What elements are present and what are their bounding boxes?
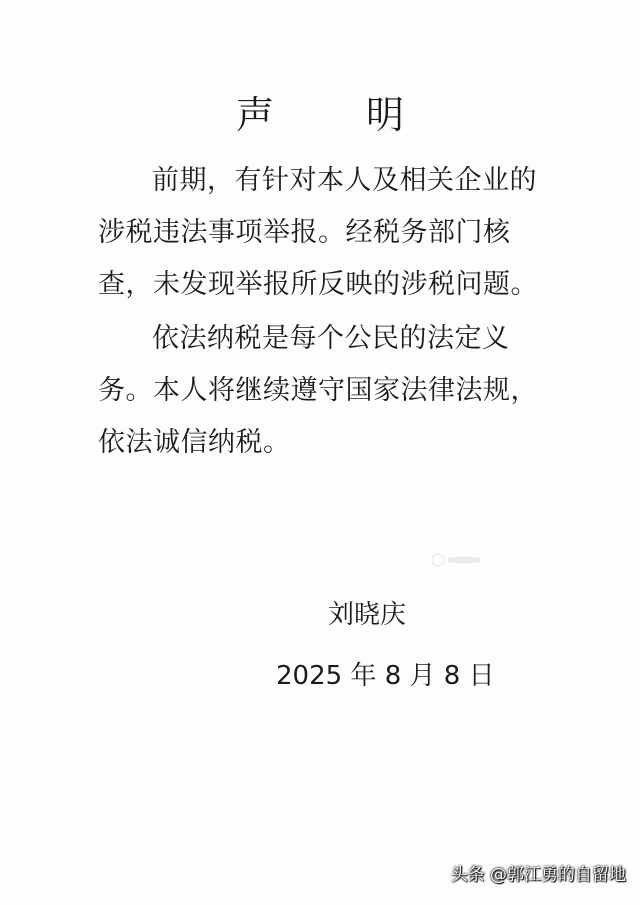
statement-paragraph-2: 依法纳税是每个公民的法定义务。本人将继续遵守国家法律法规，依法诚信纳税。 [98,323,538,458]
statement-paragraph-1: 前期，有针对本人及相关企业的涉税违法事项举报。经税务部门核查，未发现举报所反映的涉税问题。 [98,165,538,300]
signature-name: 刘晓庆 [328,600,407,630]
statement-date: 2025 年 8 月 8 日 [276,661,495,691]
statement-title: 声 明 [235,93,445,137]
faint-watermark-mark [430,552,484,568]
watermark-credit: 头条 @郭江勇的自留地 [450,865,626,885]
